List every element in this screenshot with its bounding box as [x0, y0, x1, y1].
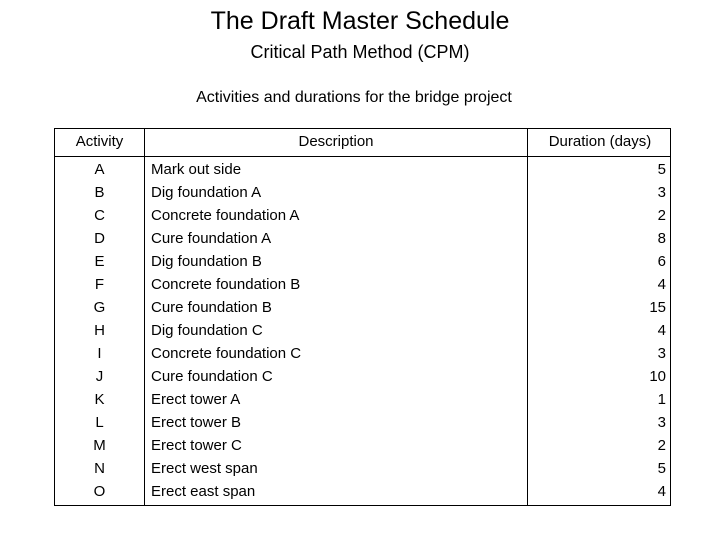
description-cell: Cure foundation C [151, 368, 273, 385]
description-cell: Cure foundation A [151, 230, 272, 247]
description-cell: Dig foundation B [151, 253, 262, 270]
activity-cell: F [94, 276, 105, 293]
activity-cell: K [94, 391, 105, 408]
table-row [55, 204, 670, 227]
duration-cell: 3 [657, 184, 666, 201]
table-row [55, 480, 670, 503]
duration-cell: 5 [657, 460, 666, 477]
description-cell: Cure foundation B [151, 299, 272, 316]
activity-cell: G [93, 299, 106, 316]
activity-table [54, 128, 671, 506]
table-row [55, 273, 670, 296]
description-cell: Erect east span [151, 483, 256, 500]
activity-cell: B [94, 184, 105, 201]
header-activity: Activity [75, 133, 124, 150]
header-divider [55, 156, 670, 157]
description-cell: Dig foundation A [151, 184, 262, 201]
duration-cell: 6 [657, 253, 666, 270]
table-caption: Activities and durations for the bridge project [196, 89, 512, 106]
activity-cell: M [93, 437, 106, 454]
description-cell: Erect west span [151, 460, 258, 477]
header-duration: Duration (days) [548, 133, 652, 150]
duration-cell: 4 [657, 322, 666, 339]
duration-cell: 15 [649, 299, 666, 316]
duration-cell: 4 [657, 483, 666, 500]
activity-cell: I [97, 345, 102, 362]
activity-cell: O [93, 483, 106, 500]
table-row [55, 457, 670, 480]
activity-cell: H [94, 322, 105, 339]
table-row [55, 434, 670, 457]
description-cell: Mark out side [151, 161, 242, 178]
page-subtitle: Critical Path Method (CPM) [250, 42, 470, 62]
duration-cell: 10 [649, 368, 666, 385]
description-cell: Dig foundation C [151, 322, 263, 339]
description-cell: Concrete foundation B [151, 276, 301, 293]
description-cell: Erect tower B [151, 414, 242, 431]
page-title: The Draft Master Schedule [210, 7, 510, 35]
header-description: Description [298, 133, 374, 150]
activity-cell: D [94, 230, 105, 247]
description-cell: Erect tower C [151, 437, 242, 454]
table-row [55, 296, 670, 319]
table-row [55, 411, 670, 434]
table-row [55, 365, 670, 388]
table-row [55, 342, 670, 365]
table-body [55, 158, 670, 503]
activity-cell: J [95, 368, 104, 385]
duration-cell: 3 [657, 345, 666, 362]
activity-cell: L [95, 414, 104, 431]
description-cell: Erect tower A [151, 391, 241, 408]
table-row [55, 227, 670, 250]
duration-cell: 2 [657, 207, 666, 224]
table-row [55, 181, 670, 204]
table-row [55, 250, 670, 273]
activity-cell: C [94, 207, 105, 224]
table-row [55, 319, 670, 342]
table-row [55, 158, 670, 181]
description-cell: Concrete foundation C [151, 345, 302, 362]
duration-cell: 3 [657, 414, 666, 431]
activity-cell: A [94, 161, 105, 178]
duration-cell: 4 [657, 276, 666, 293]
duration-cell: 8 [657, 230, 666, 247]
activity-cell: N [94, 460, 105, 477]
description-cell: Concrete foundation A [151, 207, 300, 224]
duration-cell: 1 [657, 391, 666, 408]
duration-cell: 5 [657, 161, 666, 178]
activity-cell: E [94, 253, 105, 270]
table-row [55, 388, 670, 411]
duration-cell: 2 [657, 437, 666, 454]
